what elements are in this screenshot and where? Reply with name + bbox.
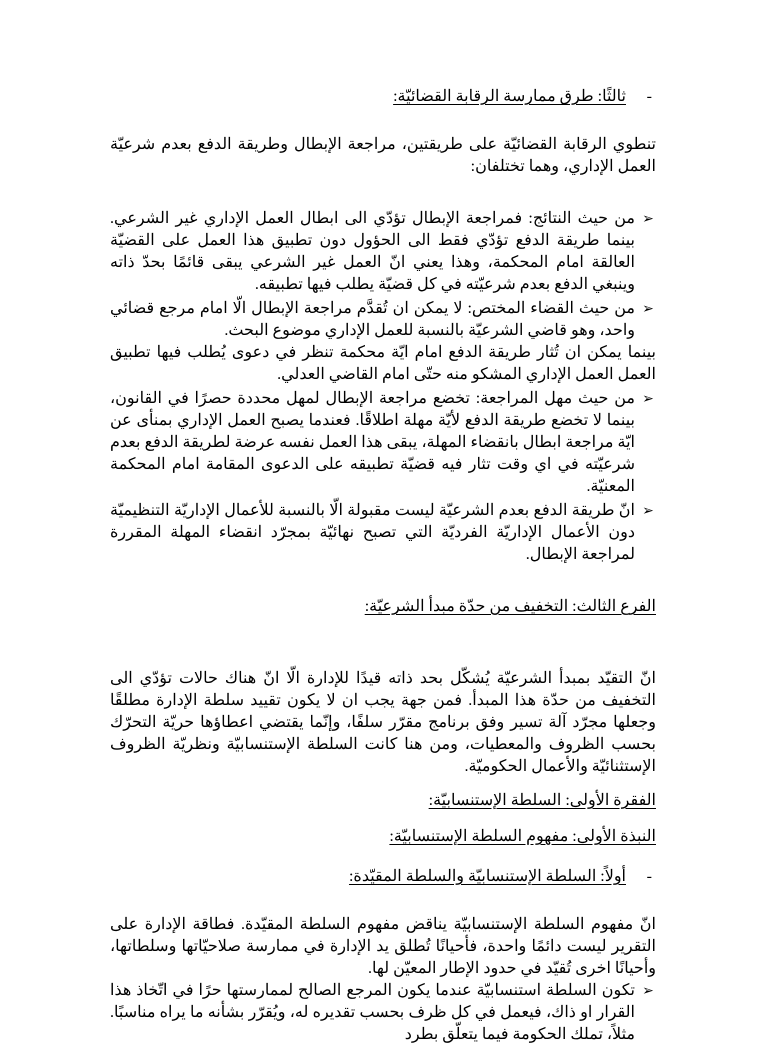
bullet-regulatory-acts — [110, 500, 656, 566]
paragraph-heading-discretionary — [110, 790, 656, 812]
arrow-bullet-icon: ➢ — [642, 211, 654, 227]
arrow-bullet-icon: ➢ — [642, 983, 654, 999]
section-heading-bound-power — [110, 866, 656, 888]
section-heading-concept — [110, 826, 656, 848]
bullet-text: تكون السلطة استنسابيّة عندما يكون المرجع الصالح لممارستها حرًا في اتّخاذ هذا القرار او ذاك، فيعمل في كل ظرف بحسب تقديره له، ويُقرّر بشأنه ما يراه مناسبًا. مثلاً، تملك الحكومة فيما يتعلّق بطرد — [110, 982, 635, 1043]
bullet-text: من حيث مهل المراجعة: تخضع مراجعة الإبطال لمهل محددة حصرًا في القانون، بينما لا تخضع طريقة الدفع لأيّة مهلة اطلاقًا. فعندما يصبح العمل الإداري بمنأى عن ايّة مراجعة ابطال بانقضاء المهلة، يبقى هذا العمل نفسه عرضة لطريقة الدفع بعدم شرعيّته في اي وقت تثار فيه قضيّة تطبيقه على الدعوى المقامة امام المحكمة المعنيّة. — [110, 390, 635, 495]
arrow-bullet-icon: ➢ — [642, 391, 654, 407]
bullet-discretionary-power — [110, 980, 656, 1046]
bullet-text: من حيث القضاء المختص: لا يمكن ان تُقدَّم مراجعة الإبطال الّا امام مرجع قضائي واحد، وهو قاضي الشرعيّة بالنسبة للعمل الإداري موضوع البحث. — [110, 300, 635, 339]
bullet-text: من حيث النتائج: فمراجعة الإبطال تؤدّي الى ابطال العمل الإداري غير الشرعي. بينما طريقة الدفع تؤدّي فقط الى الحؤول دون تطبيق هذا العمل على القضيّة العالقة امام المحكمة، وهذا يعني انّ العمل غير الشرعي يبقى قائمًا بحدّ ذاته وينبغي الدفع بعدم شرعيّته في كل قضيّة يطلب فيها تطبيقه. — [110, 210, 635, 293]
heading-text: الفقرة الأولى: السلطة الإستنسابيّة: — [428, 792, 656, 809]
court-paragraph: بينما يمكن ان تُثار طريقة الدفع امام ايّة محكمة تنظر في دعوى يُطلب فيها تطبيق العمل العمل الإداري المشكو منه حتّى امام القاضي العدلي. — [110, 344, 656, 383]
arrow-bullet-icon: ➢ — [642, 503, 654, 519]
section-heading-judicial-review-methods — [110, 86, 656, 108]
heading-text: الفرع الثالث: التخفيف من حدّة مبدأ الشرعيّة: — [364, 598, 656, 615]
heading-text: ثالثًا: طرق ممارسة الرقابة القضائيّة: — [393, 88, 626, 105]
dash-marker: - — [646, 88, 652, 105]
branch-heading — [110, 596, 656, 618]
intro-paragraph: تنطوي الرقابة القضائيّة على طريقتين، مراجعة الإبطال وطريقة الدفع بعدم شرعيّة العمل الإداري، وهما تختلفان: — [110, 136, 656, 175]
bullet-text: انّ طريقة الدفع بعدم الشرعيّة ليست مقبولة الّا بالنسبة للأعمال الإداريّة التنظيميّة دون الأعمال الإداريّة الفرديّة التي تصبح نهائيّة بمجرّد انقضاء المهلة المقررة لمراجعة الإبطال. — [110, 502, 636, 563]
dash-marker: - — [646, 868, 652, 885]
heading-text: أولاً: السلطة الإستنسابيّة والسلطة المقيّدة: — [348, 868, 626, 885]
arrow-bullet-icon: ➢ — [642, 301, 654, 317]
principle-paragraph: انّ التقيّد بمبدأ الشرعيّة يُشكّل بحد ذاته قيدًا للإدارة الّا انّ هناك حالات تؤدّي الى التخفيف من حدّة هذا المبدأ. فمن جهة يجب ان لا يكون تقييد سلطة الإدارة مطلقًا وجعلها مجرّد آلة تسير وفق برنامج مقرّر سلفًا، وإنّما يقتضي اعطاؤها حريّة التحرّك بحسب الظروف والمعطيات، ومن هنا كانت السلطة الإستنسابيّة ونظريّة الظروف الإستثنائيّة والأعمال الحكوميّة. — [110, 670, 656, 775]
bullet-results — [110, 208, 656, 296]
bullet-competent-court — [110, 298, 656, 342]
heading-text: النبذة الأولى: مفهوم السلطة الإستنسابيّة: — [389, 828, 656, 845]
bound-power-paragraph: انّ مفهوم السلطة الإستنسابيّة يناقض مفهوم السلطة المقيّدة. فطاقة الإدارة على التقرير ليست دائمًا واحدة، فأحيانًا تُطلق يد الإدارة في ممارسة صلاحيّاتها وسلطاتها، وأحيانًا اخرى تُقيّد في حدود الإطار المعيّن لها. — [110, 916, 656, 977]
bullet-deadlines — [110, 388, 656, 498]
